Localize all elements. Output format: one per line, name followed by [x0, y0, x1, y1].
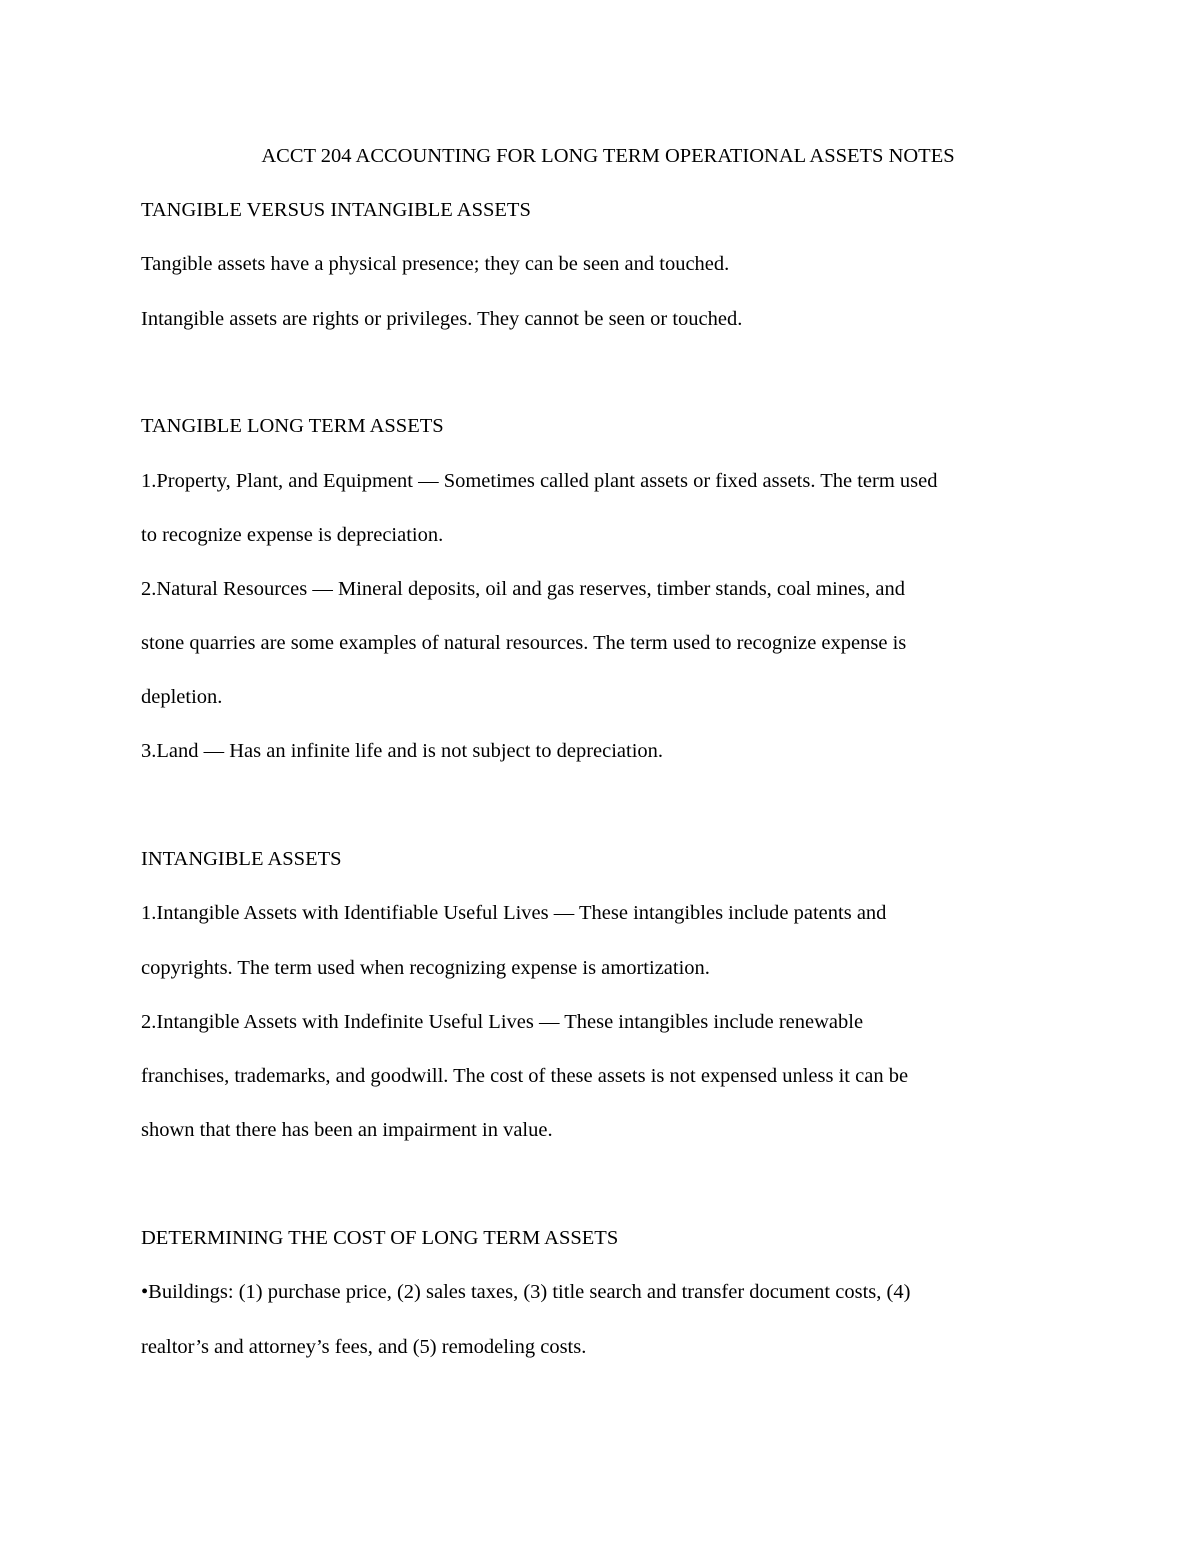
paragraph-line: copyrights. The term used when recognizing expense is amortization. [141, 957, 710, 979]
section-heading-tangible-long-term: TANGIBLE LONG TERM ASSETS [141, 415, 444, 437]
section-heading-determining-cost: DETERMINING THE COST OF LONG TERM ASSETS [141, 1227, 619, 1249]
section-heading-intangible-assets: INTANGIBLE ASSETS [141, 848, 342, 870]
paragraph-line: 2.Natural Resources — Mineral deposits, oil and gas reserves, timber stands, coal mines, and [141, 578, 906, 600]
paragraph-line: •Buildings: (1) purchase price, (2) sales taxes, (3) title search and transfer document costs, (4) [141, 1281, 911, 1303]
paragraph-line: stone quarries are some examples of natural resources. The term used to recognize expense is [141, 632, 907, 654]
section-heading-tangible-vs-intangible: TANGIBLE VERSUS INTANGIBLE ASSETS [141, 199, 531, 221]
paragraph-line: to recognize expense is depreciation. [141, 524, 444, 546]
paragraph-line: Intangible assets are rights or privileges. They cannot be seen or touched. [141, 308, 743, 330]
paragraph-line: depletion. [141, 686, 223, 708]
paragraph-line: franchises, trademarks, and goodwill. The cost of these assets is not expensed unless it can be [141, 1065, 909, 1087]
paragraph-line: 1.Intangible Assets with Identifiable Useful Lives — These intangibles include patents and [141, 902, 887, 924]
paragraph-line: 3.Land — Has an infinite life and is not subject to depreciation. [141, 740, 664, 762]
paragraph-line: 1.Property, Plant, and Equipment — Sometimes called plant assets or fixed assets. The term used [141, 470, 938, 492]
document-title: ACCT 204 ACCOUNTING FOR LONG TERM OPERATIONAL ASSETS NOTES [261, 145, 955, 167]
paragraph-line: Tangible assets have a physical presence; they can be seen and touched. [141, 253, 730, 275]
paragraph-line: shown that there has been an impairment in value. [141, 1119, 553, 1141]
paragraph-line: realtor’s and attorney’s fees, and (5) remodeling costs. [141, 1336, 587, 1358]
paragraph-line: 2.Intangible Assets with Indefinite Useful Lives — These intangibles include renewable [141, 1011, 864, 1033]
